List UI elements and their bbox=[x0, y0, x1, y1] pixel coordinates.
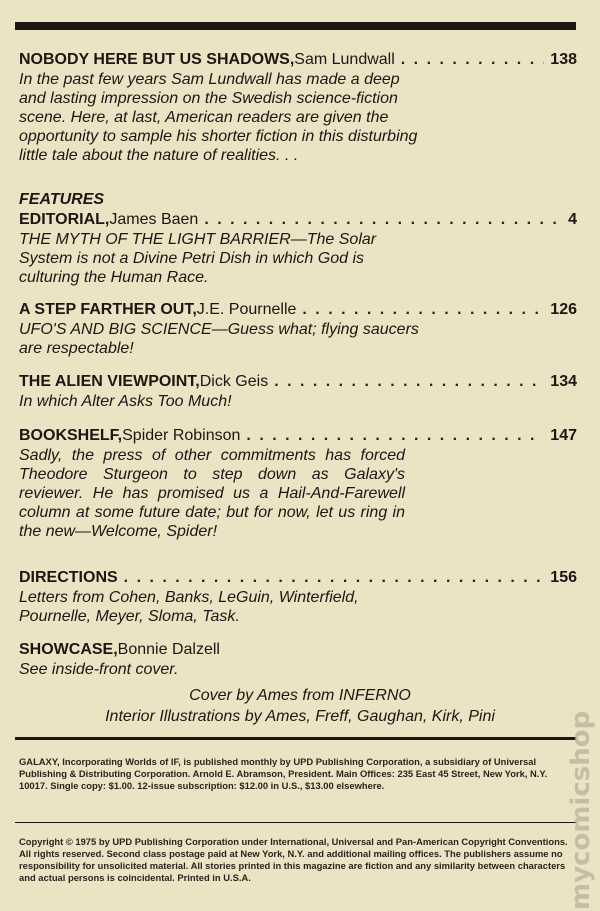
entry-description: In which Alter Asks Too Much! bbox=[19, 393, 232, 410]
leader-dots bbox=[204, 210, 562, 229]
publisher-info: GALAXY, Incorporating Worlds of IF, is published monthly by UPD Publishing Corporation, a subsidiary of Universal Publishing & Distributing Corporation. Arnold E. Abramson, President. Main Offices: 235 East 45 Street, New York, N.Y. 10017. Single copy: $1.00. 12-issue subscription: $12.00 in U.S., $13.00 elsewhere. bbox=[19, 756, 548, 791]
entry-title: BOOKSHELF, bbox=[19, 427, 123, 444]
entry-title: DIRECTIONS bbox=[19, 569, 118, 586]
entry-author: J.E. Pournelle bbox=[196, 301, 297, 318]
entry-heading bbox=[19, 640, 577, 659]
credits-rule bbox=[15, 737, 576, 740]
entry-description: Letters from Cohen, Banks, LeGuin, Winterfield, Pournelle, Meyer, Sloma, Task. bbox=[19, 589, 359, 625]
toc-entry-alien-viewpoint bbox=[19, 372, 577, 411]
entry-heading bbox=[19, 50, 577, 69]
leader-dots bbox=[246, 426, 544, 445]
features-label: FEATURES bbox=[19, 191, 105, 208]
entry-title: A STEP FARTHER OUT, bbox=[19, 301, 197, 318]
toc-entry-bookshelf bbox=[19, 426, 577, 541]
copyright-notice: Copyright © 1975 by UPD Publishing Corporation under International, Universal and Pan-American Copyright Conventions. All rights reserved. Second class postage paid at New York, N.Y. and additional mailing offices. The publishers assume no responsibility for unsolicited material. All stories printed in this magazine are fiction and any similarity between characters and actual persons is coincidental. Printed in U.S.A. bbox=[19, 836, 568, 883]
entry-page-number: 156 bbox=[550, 569, 577, 586]
entry-title: THE ALIEN VIEWPOINT, bbox=[19, 373, 200, 390]
leader-dots bbox=[401, 50, 545, 69]
entry-title: EDITORIAL, bbox=[19, 211, 110, 228]
entry-author: Spider Robinson bbox=[122, 427, 241, 444]
toc-entry-step-farther-out bbox=[19, 300, 577, 358]
watermark: mycomicshop bbox=[566, 710, 596, 910]
fine-print-rule bbox=[15, 822, 576, 823]
entry-heading bbox=[19, 568, 577, 587]
entry-author: James Baen bbox=[109, 211, 199, 228]
entry-page-number: 138 bbox=[550, 51, 577, 68]
entry-description: Sadly, the press of other commitments has forced Theodore Sturgeon to step down as Galaxy's reviewer. He has promised us a Hail-And-Farewell column at some future date; but for now, let us ring in the new—Welcome, Spider! bbox=[19, 447, 405, 540]
entry-heading bbox=[19, 426, 577, 445]
entry-author: Bonnie Dalzell bbox=[117, 641, 220, 658]
entry-title: SHOWCASE, bbox=[19, 641, 118, 658]
entry-page-number: 4 bbox=[568, 211, 577, 228]
interior-credit: Interior Illustrations by Ames, Freff, Gaughan, Kirk, Pini bbox=[105, 708, 495, 725]
entry-description: THE MYTH OF THE LIGHT BARRIER—The Solar System is not a Divine Petri Dish in which God is culturing the Human Race. bbox=[19, 231, 377, 286]
entry-description: See inside-front cover. bbox=[19, 661, 179, 678]
leader-dots bbox=[302, 300, 544, 319]
top-rule bbox=[15, 22, 576, 30]
entry-author: Sam Lundwall bbox=[294, 51, 395, 68]
features-section bbox=[19, 191, 577, 209]
toc-entry-showcase bbox=[19, 640, 577, 679]
leader-dots bbox=[274, 372, 544, 391]
entry-heading bbox=[19, 300, 577, 319]
toc-entry-editorial bbox=[19, 210, 577, 287]
entry-title: NOBODY HERE BUT US SHADOWS, bbox=[19, 51, 295, 68]
entry-page-number: 126 bbox=[550, 301, 577, 318]
entry-author: Dick Geis bbox=[199, 373, 269, 390]
leader-dots bbox=[124, 568, 545, 587]
toc-entry-directions bbox=[19, 568, 577, 626]
entry-description: In the past few years Sam Lundwall has made a deep and lasting impression on the Swedish science-fiction scene. Here, at last, American readers are given the opportunity to sample his shorter fiction in this disturbing little tale about the nature of realities. . . bbox=[19, 71, 418, 164]
entry-page-number: 147 bbox=[550, 427, 577, 444]
entry-heading bbox=[19, 372, 577, 391]
entry-description: UFO'S AND BIG SCIENCE—Guess what; flying saucers are respectable! bbox=[19, 321, 419, 357]
cover-credit: Cover by Ames from INFERNO bbox=[189, 687, 411, 704]
entry-page-number: 134 bbox=[550, 373, 577, 390]
toc-entry-shadows bbox=[19, 50, 577, 165]
entry-heading bbox=[19, 210, 577, 229]
